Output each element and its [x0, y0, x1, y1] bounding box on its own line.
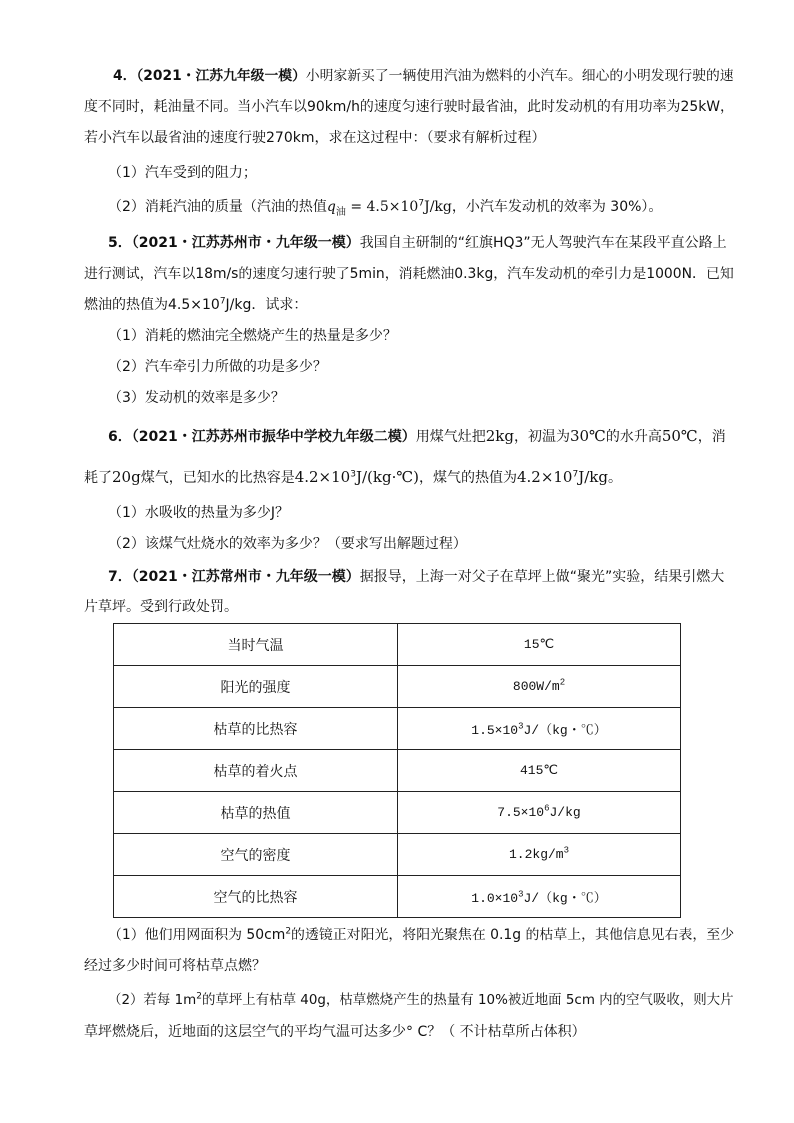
table-row — [114, 834, 681, 876]
formula-exponent: 2 — [285, 926, 292, 937]
question-7-line-2 — [84, 596, 238, 618]
sub-question: （1）消耗的燃油完全燃烧产生的热量是多少？ — [108, 328, 397, 344]
table-value-cell: $7.5\times 10^6J/kg$ — [398, 792, 681, 834]
question-source: （2021・江苏常州市・九年级一模） — [131, 569, 360, 585]
question-text: 若小汽车以最省油的速度行驶270km，求在这过程中：（要求有解析过程） — [84, 130, 546, 146]
question-text: 的水升高 — [605, 429, 662, 445]
question-number: 7． — [108, 569, 132, 585]
question-text: 进行测试，汽车以18m/s的速度匀速行驶了5min，消耗燃油0.3kg，汽车发动机的牵引力是1000N．已知 — [84, 266, 734, 282]
question-text: ，消 — [697, 429, 726, 445]
formula-value: 30℃ — [569, 427, 606, 445]
question-text: 用煤气灶把 — [415, 429, 486, 445]
table-label-cell: 当时气温 — [114, 624, 398, 666]
question-5-sub-3 — [108, 387, 285, 409]
question-7-sub-2-line-2 — [84, 1021, 586, 1043]
question-text: 。 — [607, 470, 622, 486]
formula-value: 2kg — [485, 427, 514, 445]
question-5-line-1 — [108, 232, 727, 254]
formula-value: 4.2×10 — [294, 468, 351, 486]
formula-exponent: 3 — [350, 469, 356, 480]
table-label-cell: 空气的密度 — [114, 834, 398, 876]
sub-question: ，小汽车发动机的效率为 30%）。 — [451, 199, 663, 215]
formula-value: 4.2×10 — [516, 468, 573, 486]
sub-question: 的草坪上有枯草 40g，枯草燃烧产生的热量有 10%被近地面 5cm 内的空气吸收，则大片 — [201, 993, 734, 1008]
question-7-sub-1-line-2 — [84, 955, 266, 977]
question-text: 煤气，已知水的比热容是 — [140, 470, 295, 486]
formula-unit: J/kg — [424, 199, 452, 215]
formula-unit: J/(kg·℃) — [355, 468, 419, 486]
formula-value: 50℃ — [661, 427, 698, 445]
question-5-sub-1 — [108, 325, 397, 347]
table-label-cell: 空气的比热容 — [114, 876, 398, 918]
question-5-sub-2 — [108, 356, 327, 378]
question-source: （2021・江苏苏州市・九年级一模） — [131, 235, 360, 251]
sub-question: （1）水吸收的热量为多少J？ — [108, 505, 290, 521]
question-7-sub-2 — [108, 990, 734, 1012]
question-4-sub-1 — [108, 162, 257, 184]
question-text: 小明家新买了一辆使用汽油为燃料的小汽车。细心的小明发现行驶的速 — [305, 68, 734, 84]
table-value-cell: $1.2kg/m^3$ — [398, 834, 681, 876]
formula-exponent: 7 — [572, 469, 579, 480]
formula-value: = 4.5×10 — [345, 199, 419, 215]
table-row — [114, 750, 681, 792]
table-row — [114, 666, 681, 708]
table-label-cell: 枯草的着火点 — [114, 750, 398, 792]
question-7-line-1 — [108, 566, 724, 588]
question-5-line-3 — [84, 294, 307, 316]
question-number: 6． — [108, 429, 132, 445]
table-value-cell: $1.5\times 10^3J/(kg$・℃） — [398, 708, 681, 750]
formula-exponent: 7 — [219, 296, 226, 307]
sub-question: （1）汽车受到的阻力； — [108, 165, 257, 181]
question-6-sub-2 — [108, 533, 467, 555]
sub-question: （2）汽车牵引力所做的功是多少？ — [108, 359, 327, 375]
formula-exponent: 2 — [196, 991, 202, 1002]
table-row — [114, 792, 681, 834]
table-label-cell: 枯草的比热容 — [114, 708, 398, 750]
question-text: 据报导，上海一对父子在草坪上做“聚光”实验，结果引燃大 — [359, 569, 725, 585]
question-source: （2021・江苏九年级一模） — [136, 68, 306, 84]
question-number: 5． — [108, 235, 132, 251]
sub-question: 草坪燃烧后，近地面的这层空气的平均气温可达多少° C？（ 不计枯草所占体积） — [84, 1024, 586, 1040]
table-value-cell: $800W/m^2$ — [398, 666, 681, 708]
question-text: 我国自主研制的“红旗HQ3”无人驾驶汽车在某段平直公路上 — [359, 235, 727, 251]
formula-symbol: q — [326, 199, 336, 215]
question-4-line-3 — [84, 127, 545, 149]
sub-question: 经过多少时间可将枯草点燃？ — [84, 958, 266, 974]
table-value-cell: $1.0\times 10^3J/(kg$・℃） — [398, 876, 681, 918]
sub-question: （2）若每 1m — [108, 993, 197, 1008]
question-text: 片草坪。受到行政处罚。 — [84, 599, 238, 615]
question-text: 耗了 — [84, 470, 112, 486]
question-4-line-2 — [84, 96, 734, 118]
question-6-line-2 — [84, 466, 622, 489]
question-6-sub-1 — [108, 502, 289, 524]
question-text: 燃油的热值为4.5×10 — [84, 297, 220, 313]
formula-unit: J/kg — [578, 468, 608, 486]
question-number: 4． — [113, 68, 137, 84]
sub-question: 的透镜正对阳光，将阳光聚焦在 0.1g 的枯草上，其他信息见右表，至少 — [291, 927, 735, 943]
question-6-line-1 — [108, 425, 726, 448]
table-label-cell: 阳光的强度 — [114, 666, 398, 708]
question-source: （2021・江苏苏州市振华中学校九年级二模） — [131, 429, 416, 445]
formula-exponent: 7 — [418, 198, 425, 209]
question-text: J/kg．试求： — [225, 297, 308, 313]
properties-table — [113, 623, 681, 918]
sub-question: （2）消耗汽油的质量（汽油的热值 — [108, 199, 327, 215]
question-7-sub-1 — [108, 924, 734, 946]
sub-question: （3）发动机的效率是多少？ — [108, 390, 285, 406]
table-value-cell: 15℃ — [398, 624, 681, 666]
table-value-cell: 415℃ — [398, 750, 681, 792]
table-row — [114, 708, 681, 750]
table-label-cell: 枯草的热值 — [114, 792, 398, 834]
question-text: 度不同时，耗油量不同。当小汽车以90km/h的速度匀速行驶时最省油，此时发动机的有用功率为25kW， — [84, 99, 734, 115]
formula-value: 20g — [112, 468, 141, 486]
question-text: ，煤气的热值为 — [418, 470, 517, 486]
formula-subscript: 油 — [335, 206, 346, 218]
question-5-line-2 — [84, 263, 734, 285]
question-4-line-1 — [113, 65, 734, 87]
question-4-sub-2 — [108, 196, 662, 218]
sub-question: （2）该煤气灶烧水的效率为多少？（要求写出解题过程） — [108, 536, 467, 552]
sub-question: （1）他们用网面积为 50cm — [108, 927, 286, 943]
table-row — [114, 876, 681, 918]
table-row — [114, 624, 681, 666]
question-text: ，初温为 — [513, 429, 570, 445]
